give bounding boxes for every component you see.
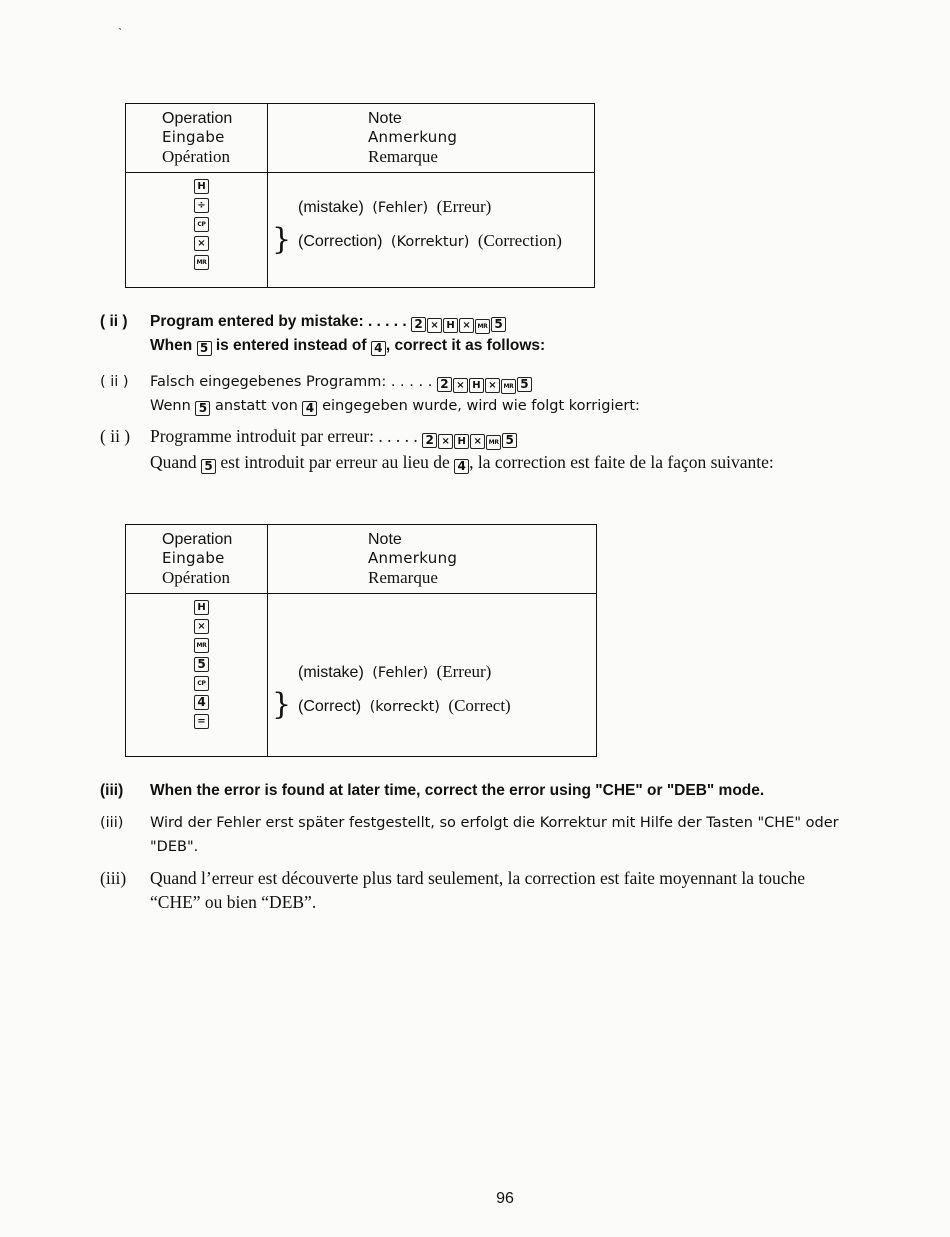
header-operation-fr: Opération — [162, 147, 230, 166]
key-cp: CP — [194, 217, 209, 232]
fr-line2c: , la correction est faite de la façon suivante: — [469, 452, 774, 472]
fr-line2a: Quand — [150, 452, 197, 472]
key-h: H — [469, 378, 484, 393]
note-correct-fr: (Correct) — [448, 696, 511, 715]
note-correction-en: (Correction) — [298, 233, 383, 250]
note-mistake-fr: (Erreur) — [436, 662, 492, 681]
table-header — [126, 104, 594, 173]
key-multiply: × — [453, 378, 468, 393]
key-h: H — [194, 600, 209, 615]
header-note-de: Anmerkung — [368, 549, 458, 567]
note-mistake — [298, 662, 491, 682]
section-iii-en-text: When the error is found at later time, correct the error using "CHE" or "DEB" mode. — [150, 782, 765, 799]
operation-table-2 — [125, 524, 597, 757]
table-header — [126, 525, 596, 594]
stray-mark: ˎ — [118, 14, 123, 30]
section-iii-fr-text: Quand l’erreur est découverte plus tard seulement, la correction est faite moyennant la touche “CHE” ou bien “DEB”. — [150, 868, 806, 912]
key-divide: ÷ — [194, 198, 209, 213]
note-correct-de: (korreckt) — [369, 699, 440, 715]
section-iii-fr — [100, 866, 850, 914]
section-ii-en — [100, 310, 840, 358]
header-operation-fr: Opération — [162, 568, 230, 587]
operation-header — [126, 525, 268, 593]
table-body — [126, 173, 594, 287]
operation-header — [126, 104, 268, 172]
key-h: H — [454, 434, 469, 449]
en-line2b: is entered instead of — [215, 337, 367, 354]
de-line2a: Wenn — [150, 398, 191, 414]
note-correction-fr: (Correction) — [477, 231, 562, 250]
section-ii-fr — [100, 424, 840, 474]
key-h: H — [194, 179, 209, 194]
operation-table-1 — [125, 103, 595, 288]
note-correct-en: (Correct) — [298, 698, 362, 715]
key-5: 5 — [201, 459, 216, 474]
section-iii-de-text: Wird der Fehler erst später festgestellt, so erfolgt die Korrektur mit Hilfe der Tasten "CHE" oder "DEB". — [150, 815, 839, 855]
section-ii-de — [100, 370, 840, 418]
note-mistake-en: (mistake) — [298, 199, 364, 216]
note-mistake — [298, 197, 491, 217]
note-mistake-de: (Fehler) — [372, 200, 429, 216]
header-operation-en: Operation — [162, 531, 233, 548]
en-line2a: When — [150, 337, 193, 354]
key-h: H — [443, 318, 458, 333]
brace: } — [272, 222, 292, 257]
key-sequence — [437, 374, 533, 390]
key-mr: MR — [501, 379, 516, 394]
header-note-de: Anmerkung — [368, 128, 458, 146]
key-5: 5 — [195, 401, 210, 416]
section-number: (iii) — [100, 868, 127, 888]
page-number: 96 — [496, 1190, 514, 1207]
key-sequence — [422, 426, 518, 446]
header-note-fr: Remarque — [368, 568, 438, 587]
key-multiply: × — [427, 318, 442, 333]
key-5: 5 — [491, 317, 506, 332]
key-2: 2 — [437, 377, 452, 392]
header-operation-de: Eingabe — [162, 128, 225, 146]
key-4: 4 — [454, 459, 469, 474]
key-multiply: × — [438, 434, 453, 449]
header-note-en: Note — [368, 531, 402, 548]
key-equals: = — [194, 714, 209, 729]
section-number: ( ii ) — [100, 426, 131, 446]
de-line2c: eingegeben wurde, wird wie folgt korrigiert: — [322, 398, 640, 414]
key-5: 5 — [517, 377, 532, 392]
section-iii-en — [100, 779, 850, 803]
section-number: (iii) — [100, 815, 124, 831]
section-number: (iii) — [100, 782, 124, 799]
note-correction-de: (Korrektur) — [390, 234, 470, 250]
de-line1: Falsch eingegebenes Programm: . . . . . — [150, 374, 433, 390]
note-mistake-fr: (Erreur) — [436, 197, 492, 216]
key-2: 2 — [422, 433, 437, 448]
key-5: 5 — [502, 433, 517, 448]
key-multiply: × — [485, 378, 500, 393]
header-operation-de: Eingabe — [162, 549, 225, 567]
operation-keys — [126, 173, 268, 287]
en-line2c: , correct it as follows: — [385, 337, 546, 354]
key-mr: MR — [194, 638, 209, 653]
note-header — [268, 525, 596, 593]
en-line1: Program entered by mistake: . . . . . — [150, 313, 407, 330]
section-number: ( ii ) — [100, 313, 128, 330]
de-line2b: anstatt von — [215, 398, 298, 414]
key-multiply: × — [459, 318, 474, 333]
header-note-en: Note — [368, 110, 402, 127]
key-mr: MR — [486, 435, 501, 450]
key-4: 4 — [302, 401, 317, 416]
header-operation-en: Operation — [162, 110, 233, 127]
note-mistake-en: (mistake) — [298, 664, 364, 681]
section-number: ( ii ) — [100, 374, 129, 390]
key-multiply: × — [194, 236, 209, 251]
note-mistake-de: (Fehler) — [372, 665, 429, 681]
key-2: 2 — [411, 317, 426, 332]
key-5: 5 — [197, 341, 212, 356]
notes-cell — [268, 173, 594, 287]
key-4: 4 — [371, 341, 386, 356]
key-5: 5 — [194, 657, 209, 672]
key-sequence — [411, 313, 507, 330]
key-mr: MR — [475, 319, 490, 334]
key-cp: CP — [194, 676, 209, 691]
key-multiply: × — [194, 619, 209, 634]
table-body — [126, 594, 596, 756]
key-mr: MR — [194, 255, 209, 270]
fr-line2b: est introduit par erreur au lieu de — [220, 452, 450, 472]
note-header — [268, 104, 594, 172]
note-correction — [298, 231, 562, 251]
key-4: 4 — [194, 695, 209, 710]
note-correct — [298, 696, 511, 716]
notes-cell — [268, 594, 596, 756]
key-multiply: × — [470, 434, 485, 449]
operation-keys — [126, 594, 268, 756]
brace: } — [272, 687, 292, 722]
fr-line1: Programme introduit par erreur: . . . . . — [150, 426, 418, 446]
section-iii-de — [100, 811, 850, 859]
header-note-fr: Remarque — [368, 147, 438, 166]
